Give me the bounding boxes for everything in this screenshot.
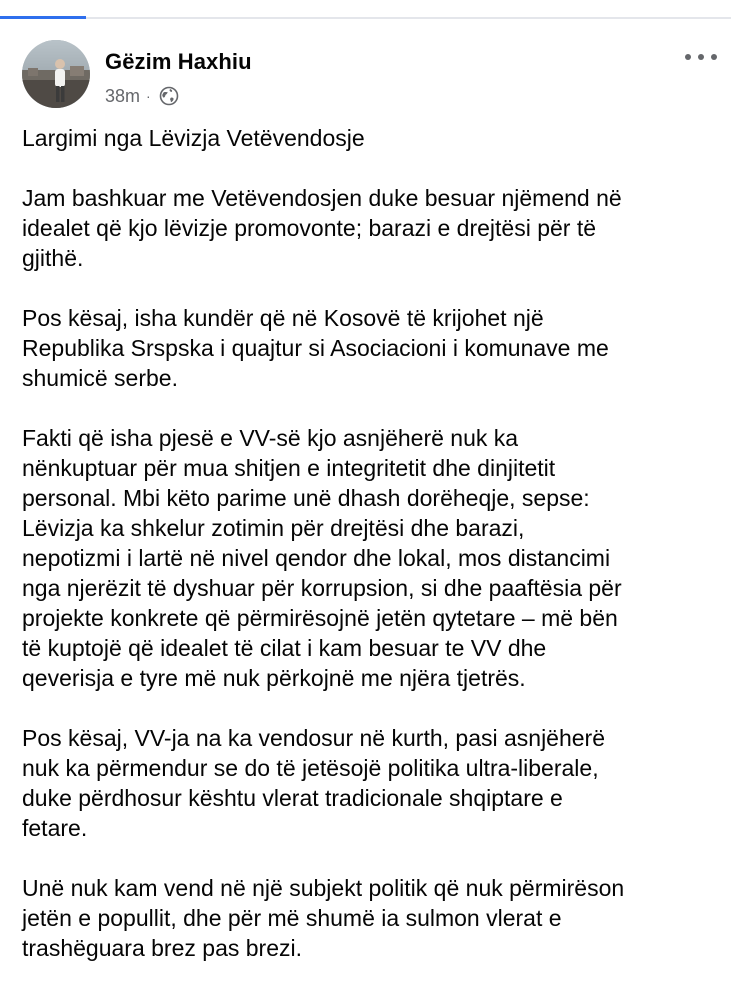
avatar[interactable] [22,40,90,108]
top-tab-bar [0,0,731,20]
post-meta [105,84,179,108]
post-paragraph: Fakti që isha pjesë e VV-së kjo asnjëherë nuk ka nënkuptuar për mua shitjen e integritetit dhe dinjitetit personal. Mbi këto parime unë dhash dorëheqje, sepse: Lëvizja ka shkelur zotimin për drejtësi dhe barazi, nepotizmi i lartë në nivel qendor dhe lokal, mos distancimi nga njerëzit të dyshuar për korrupsion, si dhe paaftësia për projekte konkrete që përmirësojnë jetën qytetare – më bën të kuptojë që idealet të cilat i kam besuar te VV dhe qeverisja e tyre më nuk përkojnë me njëra tjetrës. [22,425,622,691]
post-paragraph: Pos kësaj, isha kundër që në Kosovë të krijohet një Republika Srspska i quajtur si Asociacioni i komunave me shumicë serbe. [22,305,609,391]
more-dot-1 [685,54,691,60]
more-options-icon[interactable] [685,50,717,64]
meta-separator: · [146,88,151,104]
avatar-photo [22,40,90,108]
post-paragraph: Pos kësaj, VV-ja na ka vendosur në kurth, pasi asnjëherë nuk ka përmendur se do të jetësojë politika ultra-liberale, duke përdhosur kështu vlerat tradicionale shqiptare e fetare. [22,725,606,841]
post-timestamp[interactable]: 38m [105,85,141,106]
post-paragraph: Unë nuk kam vend në një subjekt politik që nuk përmirëson jetën e popullit, dhe për më shumë ia sulmon vlerat e trashëguara brez pas brezi. [22,875,625,961]
active-tab-indicator [0,16,86,19]
post-body [22,123,722,963]
tab-bar-divider [0,17,731,19]
post-paragraph: Jam bashkuar me Vetëvendosjen duke besuar njëmend në idealet që kjo lëvizje promovonte; barazi e drejtësi për të gjithë. [22,185,622,271]
author-name[interactable]: Gëzim Haxhiu [105,49,252,74]
post-title: Largimi nga Lëvizja Vetëvendosje [22,125,365,151]
globe-icon[interactable] [159,86,179,106]
more-dot-2 [698,54,704,60]
more-dot-3 [711,54,717,60]
